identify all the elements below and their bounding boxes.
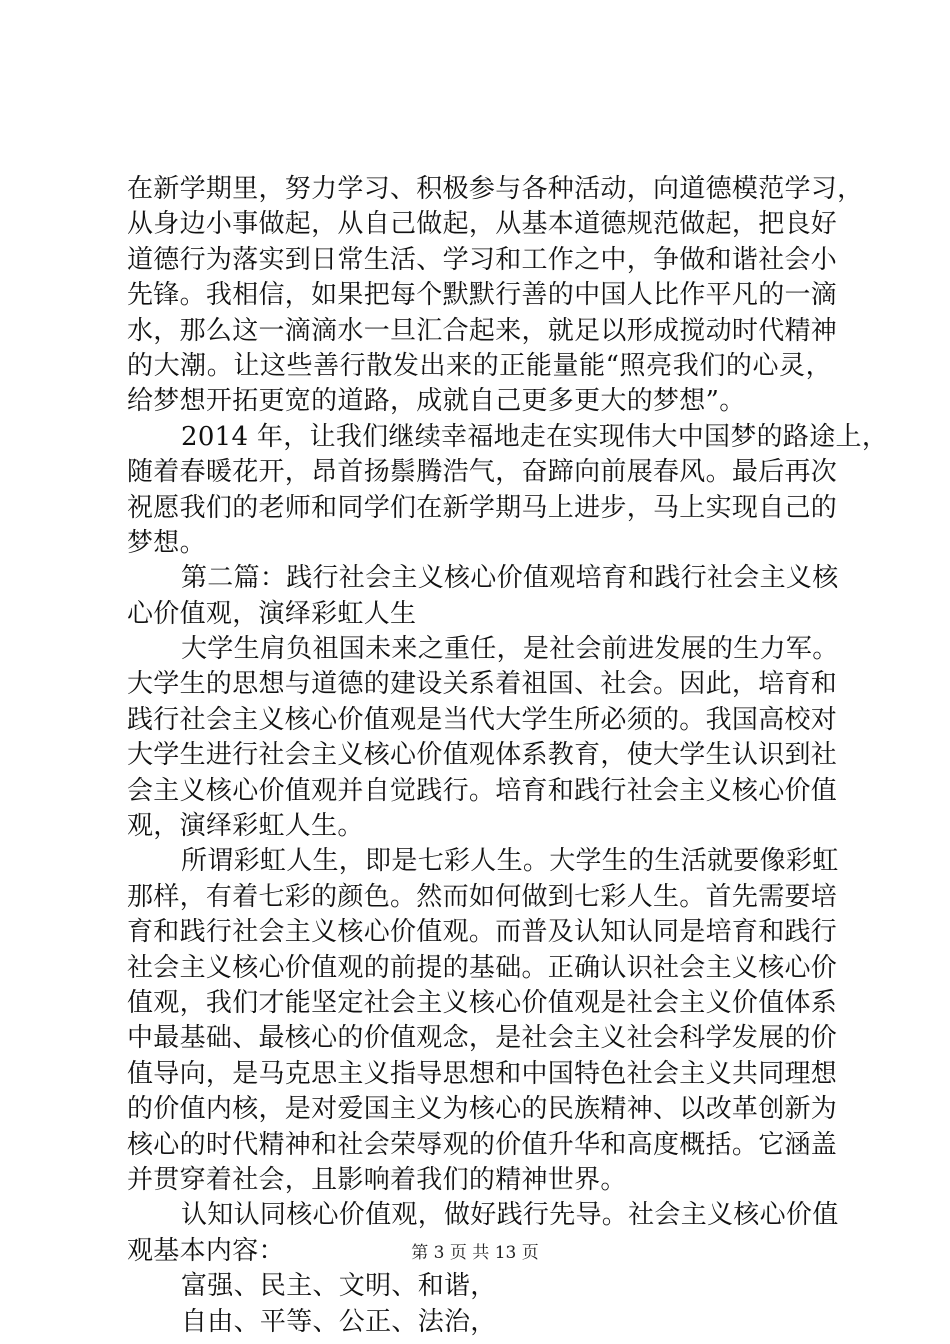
text-line: 从身边小事做起，从自己做起，从基本道德规范做起，把良好 [127,209,838,240]
text-line: 大学生肩负祖国未来之重任，是社会前进发展的生力军。 [181,634,839,665]
text-line: 富强、民主、文明、和谐， [181,1271,497,1302]
text-line: 值观，我们才能坚定社会主义核心价值观是社会主义价值体系 [127,987,838,1018]
text-line: 第二篇：践行社会主义核心价值观培育和践行社会主义核 [181,563,839,594]
text-line: 那样，有着七彩的颜色。然而如何做到七彩人生。首先需要培 [127,881,838,912]
text-line: 心价值观，演绎彩虹人生 [127,598,417,629]
text-line: 社会主义核心价值观的前提的基础。正确认识社会主义核心价 [127,952,838,983]
text-line: 所谓彩虹人生，即是七彩人生。大学生的生活就要像彩虹 [181,846,839,877]
text-line: 在新学期里，努力学习、积极参与各种活动，向道德模范学习， [127,174,864,204]
text-line: 值导向，是马克思主义指导思想和中国特色社会主义共同理想 [127,1058,838,1089]
text-line: 自由、平等、公正、法治， [181,1306,497,1337]
text-line: 中最基础、最核心的价值观念，是社会主义社会科学发展的价 [127,1023,838,1054]
text-line: 水，那么这一滴滴水一旦汇合起来，就足以形成搅动时代精神 [127,315,838,346]
document-body [127,172,889,1340]
text-line: 观基本内容： [127,1235,285,1266]
text-line: 随着春暖花开，昂首扬鬃腾浩气，奋蹄向前展春风。最后再次 [127,457,838,488]
text-line: 给梦想开拓更宽的道路，成就自己更多更大的梦想”。 [127,386,746,417]
text-line: 祝愿我们的老师和同学们在新学期马上进步，马上实现自己的 [127,492,838,523]
text-line: 的价值内核，是对爱国主义为核心的民族精神、以改革创新为 [127,1094,838,1125]
text-line: 大学生进行社会主义核心价值观体系教育，使大学生认识到社 [127,740,838,771]
text-line: 会主义核心价值观并自觉践行。培育和践行社会主义核心价值 [127,775,838,806]
text-line: 认知认同核心价值观，做好践行先导。社会主义核心价值 [181,1200,839,1231]
text-line: 2014 年，让我们继续幸福地走在实现伟大中国梦的路途上， [181,421,889,452]
page-footer: 第 3 页 共 13 页 [411,1243,539,1263]
text-line: 观，演绎彩虹人生。 [127,811,364,842]
text-line: 并贯穿着社会，且影响着我们的精神世界。 [127,1164,627,1195]
text-line: 践行社会主义核心价值观是当代大学生所必须的。我国高校对 [127,704,838,735]
text-line: 核心的时代精神和社会荣辱观的价值升华和高度概括。它涵盖 [127,1129,838,1160]
text-line: 大学生的思想与道德的建设关系着祖国、社会。因此，培育和 [127,669,838,700]
text-line: 梦想。 [127,527,206,558]
text-line: 先锋。我相信，如果把每个默默行善的中国人比作平凡的一滴 [127,280,838,311]
text-line: 的大潮。让这些善行散发出来的正能量能“照亮我们的心灵， [127,350,832,381]
text-line: 育和践行社会主义核心价值观。而普及认知认同是培育和践行 [127,917,838,948]
text-line: 道德行为落实到日常生活、学习和工作之中，争做和谐社会小 [127,244,838,275]
